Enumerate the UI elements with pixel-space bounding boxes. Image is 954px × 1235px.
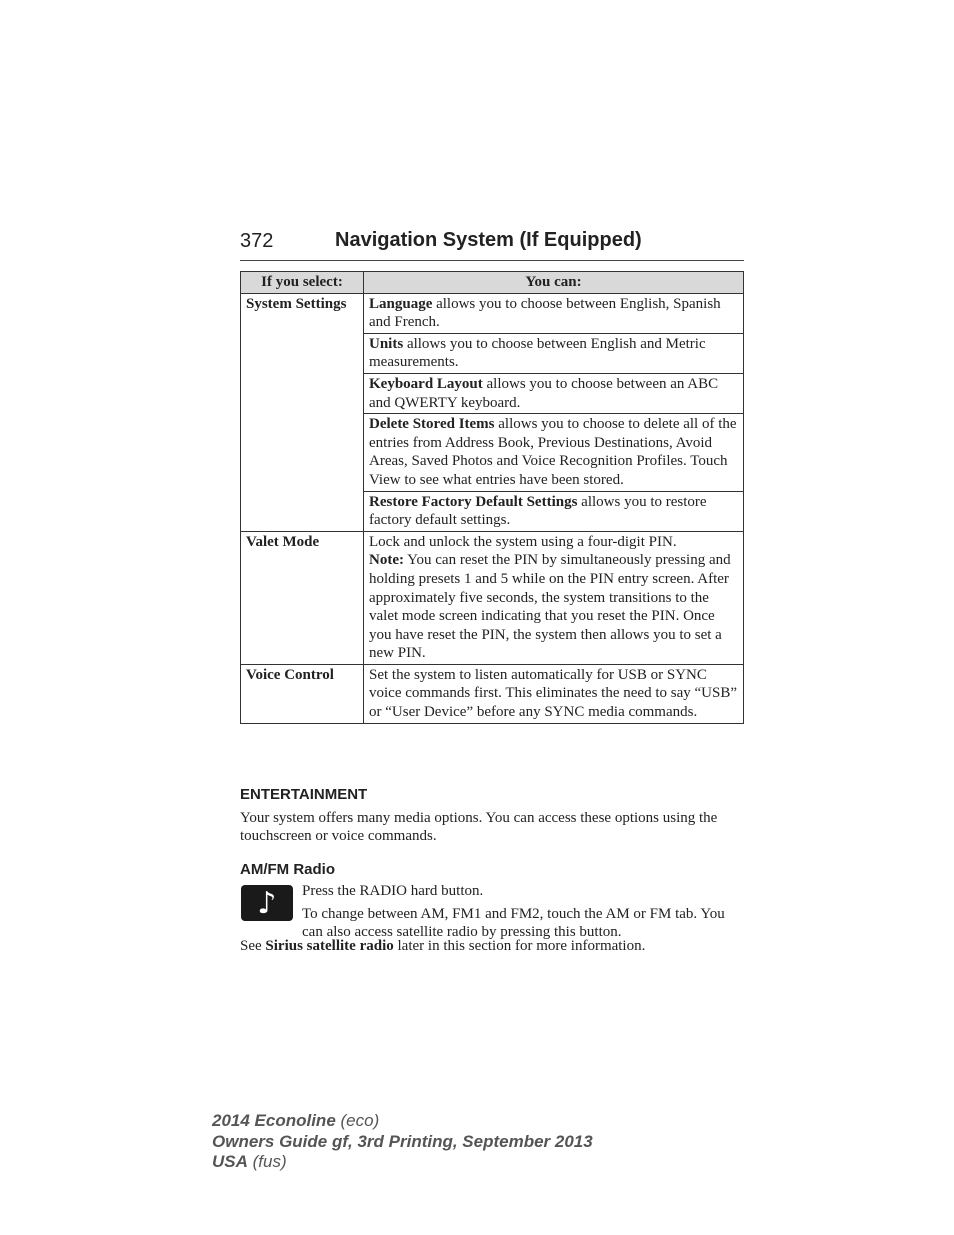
music-note-icon: ♪ — [241, 885, 293, 921]
table-cell: Restore Factory Default Settings allows you to restore factory default settings. — [364, 491, 744, 531]
entertainment-paragraph: Your system offers many media options. You can access these options using the touchscreen or voice commands. — [240, 810, 718, 844]
page-number: 372 — [240, 230, 274, 252]
column-header-select: If you select: — [241, 272, 364, 294]
row-label-system-settings: System Settings — [241, 293, 364, 531]
settings-table — [240, 271, 744, 724]
term: Keyboard Layout — [369, 375, 483, 392]
table-cell: Keyboard Layout allows you to choose between an ABC and QWERTY keyboard. — [364, 373, 744, 413]
term: Language — [369, 295, 433, 312]
term: Delete Stored Items — [369, 416, 495, 433]
footer-line-1: 2014 Econoline (eco) — [212, 1111, 380, 1130]
row-label-voice-control: Voice Control — [241, 664, 364, 723]
term: Units — [369, 335, 404, 352]
table-header-row — [241, 272, 744, 294]
amfm-line-2: To change between AM, FM1 and FM2, touch the AM or FM tab. You can also access satellite radio by pressing this button. — [302, 906, 725, 940]
amfm-see-line: See Sirius satellite radio later in this section for more information. — [240, 938, 646, 954]
table-row — [241, 293, 744, 333]
note-term: Note: — [369, 552, 404, 569]
page-footer — [212, 1111, 593, 1173]
footer-line-2: Owners Guide gf, 3rd Printing, September 2013 — [212, 1131, 593, 1151]
table-cell: Units allows you to choose between English and Metric measurements. — [364, 333, 744, 373]
cross-reference: Sirius satellite radio — [265, 938, 394, 954]
subsection-heading-amfm: AM/FM Radio — [240, 861, 335, 878]
page-header — [240, 228, 744, 261]
section-heading-entertainment: ENTERTAINMENT — [240, 786, 368, 803]
term: Restore Factory Default Settings — [369, 493, 578, 510]
table-cell: Lock and unlock the system using a four-digit PIN. Note: You can reset the PIN by simultaneously pressing and holding presets 1 and 5 while on the PIN entry screen. After approximately five seconds, the system transitions to the valet mode screen indicating that you reset the PIN. Once you have reset the PIN, the system then allows you to set a new PIN. — [364, 531, 744, 664]
row-label-valet-mode: Valet Mode — [241, 531, 364, 664]
table-cell: Delete Stored Items allows you to choose to delete all of the entries from Address Book, Previous Destinations, Avoid Areas, Saved Photos and Voice Recognition Profiles. Touch View to see what entries have been stored. — [364, 414, 744, 491]
column-header-can: You can: — [364, 272, 744, 294]
footer-line-3: USA (fus) — [212, 1152, 287, 1171]
amfm-line-1: Press the RADIO hard button. — [302, 883, 484, 899]
table-cell: Set the system to listen automatically for USB or SYNC voice commands first. This eliminates the need to say “USB” or “User Device” before any SYNC media commands. — [364, 664, 744, 723]
page-title: Navigation System (If Equipped) — [335, 229, 642, 251]
table-row — [241, 664, 744, 723]
table-row — [241, 531, 744, 664]
table-cell: Language allows you to choose between English, Spanish and French. — [364, 293, 744, 333]
